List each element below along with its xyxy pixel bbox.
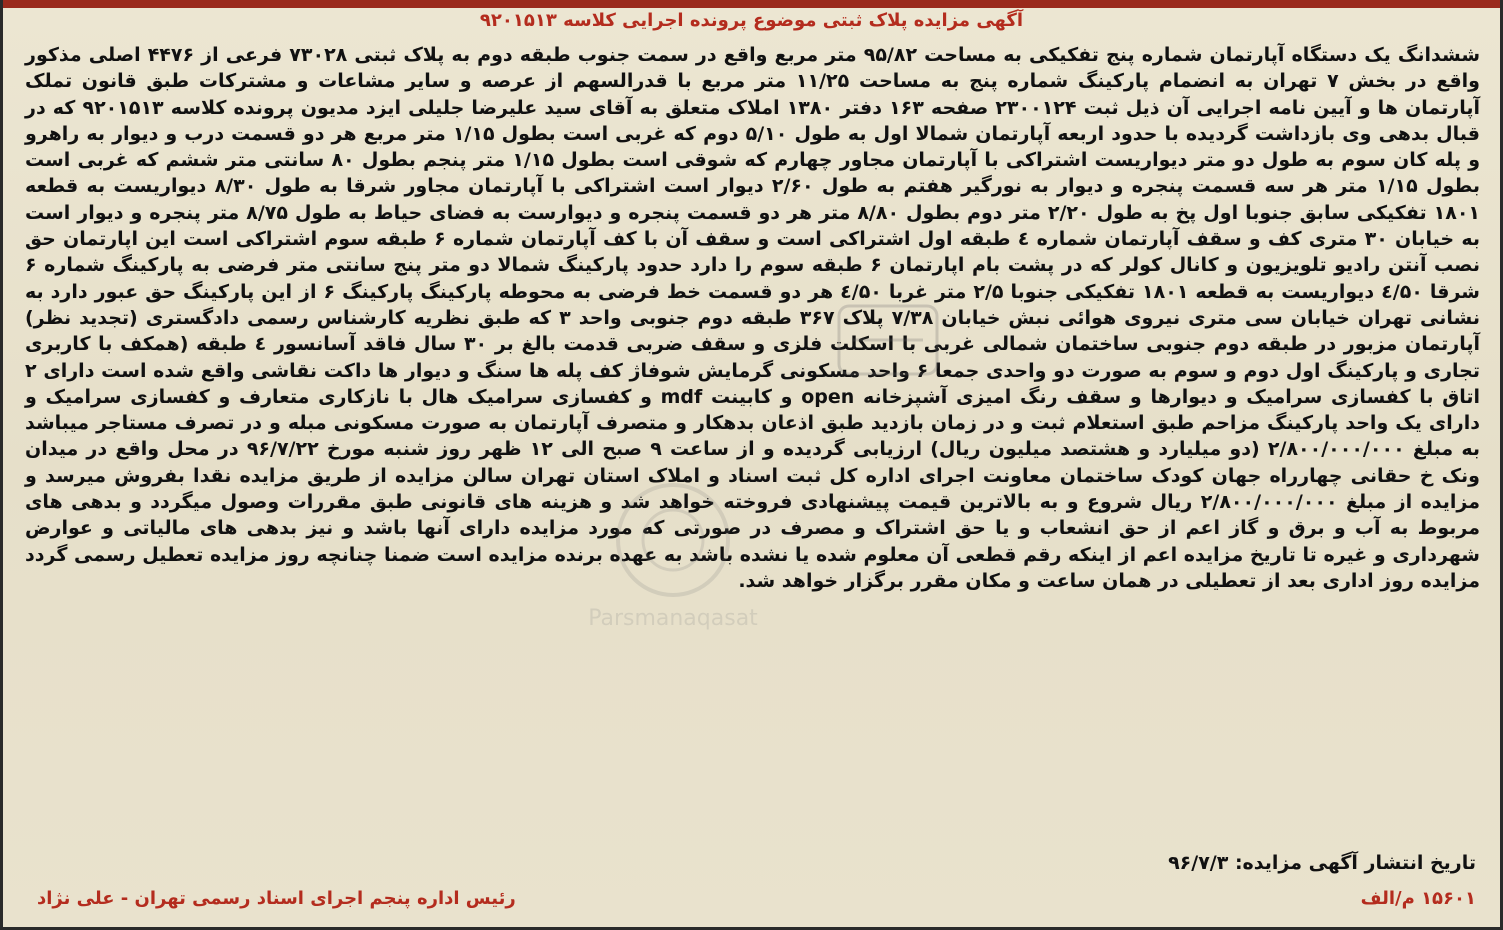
notice-body-paragraph: ششدانگ یک دستگاه آپارتمان شماره پنج تفکیکی به مساحت ۹۵/۸۲ متر مربع واقع در سمت جنوب طبقه دوم به پلاک ثبتی ۷۳۰۲۸ فرعی از ۴۴۷۶ اصلی مذکور واقع در بخش ۷ تهران به انضمام پارکینگ شماره پنج به مساحت ۱۱/۲۵ متر مربع با قدرالسهم از عرصه و سایر مشاعات و مشترکات طبق قانون تملک آپارتمان ها و آیین نامه اجرایی آن ذیل ثبت ۲۳۰۰۱۲۴ صفحه ۱۶۳ دفتر ۱۳۸۰ املاک متعلق به آقای سید علیرضا جلیلی ایزد مدیون پرونده کلاسه ۹۲۰۱۵۱۳ که در قبال بدهی وی بازداشت گردیده با حدود اربعه آپارتمان شمالا اول به طول ۵/۱۰ دوم که غربی است بطول ۱/۱۵ متر مربع هر دو قسمت درب و دیوار به راهرو و پله کان سوم به طول دو متر دیواریست اشتراکی با آپارتمان مجاور چهارم که شوقی است بطول ۱/۱۵ متر پنجم بطول ۸۰ سانتی متر ششم که غربی است بطول ۱/۱۵ متر هر سه قسمت پنجره و دیوار به نورگیر هفتم به طول ۲/۶۰ دیوار است اشتراکی با آپارتمان مجاور شرقا به طول ۸/۳۰ دیواریست به قطعه ۱۸۰۱ تفکیکی سابق جنوبا اول پخ به طول ۲/۲۰ متر دوم بطول ۸/۸۰ متر هر دو قسمت پنجره و دیوارست به فضای حیاط به طول ۸/۷۵ متر پنجره و دیوار است به خیابان ۳۰ متری کف و سقف آپارتمان شماره ٤ طبقه اول اشتراکی است و سقف آن با کف آپارتمان شماره ۶ طبقه سوم اشتراکی است این اپارتمان حق نصب آنتن رادیو تلویزیون و کانال کولر که در پشت بام اپارتمان ۶ طبقه سوم را دارد حدود پارکینگ شمالا دو متر پنج سانتی متر فرضی به پارکینگ شماره ۶ شرقا ٤/۵۰ دیواریست به قطعه ۱۸۰۱ تفکیکی جنوبا ۲/۵ متر غربا ٤/۵۰ هر دو قسمت خط فرضی به محوطه پارکینگ پارکینگ ۶ از این پارکینگ حق عبور دارد به نشانی تهران خیابان سی متری نیروی هوائی نبش خیابان ۷/۳۸ پلاک ۳۶۷ طبقه دوم جنوبی واحد ۳ که طبق نظریه کارشناس رسمی دادگستری (تجدید نظر) آپارتمان مزبور در طبقه دوم جنوبی ساختمان شمالی غربی با اسکلت فلزی و سقف ضربی قدمت بالغ بر ۳۰ سال فاقد آسانسور ٤ طبقه (همکف با کاربری تجاری و پارکینگ اول دوم و سوم به صورت دو واحدی جمعا ۶ واحد مسکونی گرمایش شوفاژ کف پله ها سنگ و دیوار ها داکت نقاشی واقع شده است دارای ۲ اتاق با کفسازی سرامیک و دیوارها و سقف رنگ امیزی آشپزخانه open و کابینت mdf و کفسازی سرامیک هال با نازکاری متعارف و کفسازی سرامیک و دارای یک واحد پارکینگ مزاحم طبق استعلام ثبت و در زمان بازدید طبق اذعان بدهکار و متصرف آپارتمان به صورت مسکونی مبله و در تصرف مستاجر میباشد به مبلغ ۲/۸۰۰/۰۰۰/۰۰۰ (دو میلیارد و هشتصد میلیون ریال) ارزیابی گردیده و از ساعت ۹ صبح الی ۱۲ ظهر روز شنبه مورخ ۹۶/۷/۲۲ در محل واقع در میدان ونک خ حقانی چهارراه جهان کودک ساختمان معاونت اجرای اداره کل ثبت اسناد و املاک استان تهران سالن مزایده از طریق مزایده نقدا بفروش میرسد و مزایده از مبلغ ۲/۸۰۰/۰۰۰/۰۰۰ ریال شروع و به بالاترین قیمت پیشنهادی فروخته خواهد شد و هزینه های قانونی طبق مقررات وصول میگردد و بدهی های مربوط به آب و برق و گاز اعم از حق انشعاب و یا حق اشتراک و مصرف در صورتی که مورد مزایده دارای آنها باشد و نیز بدهی های مالیاتی و عوارض شهرداری و غیره تا تاریخ مزایده اعم از اینکه رقم قطعی آن معلوم شده یا نشده باشد به عهده برنده مزایده است ضمنا چنانچه روز مزایده تعطیل رسمی گردد مزایده روز اداری بعد از تعطیلی در همان ساعت و مکان مقرر برگزار خواهد شد. (25, 44, 1481, 592)
publication-date: تاریخ انتشار آگهی مزایده: ۹۶/۷/۳ (1168, 852, 1476, 874)
notice-footer (25, 882, 1476, 914)
watermark-text: Parsmanaqasat (588, 606, 758, 631)
notice-title: آگهی مزایده پلاک ثبتی موضوع پرونده اجرایی کلاسه ۹۲۰۱۵۱۳ (479, 10, 1024, 31)
top-rule (3, 0, 1500, 8)
notice-body (25, 42, 1480, 594)
signature-line: رئیس اداره پنجم اجرای اسناد رسمی تهران - علی نژاد (37, 888, 516, 909)
notice-code: ۱۵۶۰۱ م/الف (1360, 888, 1476, 909)
